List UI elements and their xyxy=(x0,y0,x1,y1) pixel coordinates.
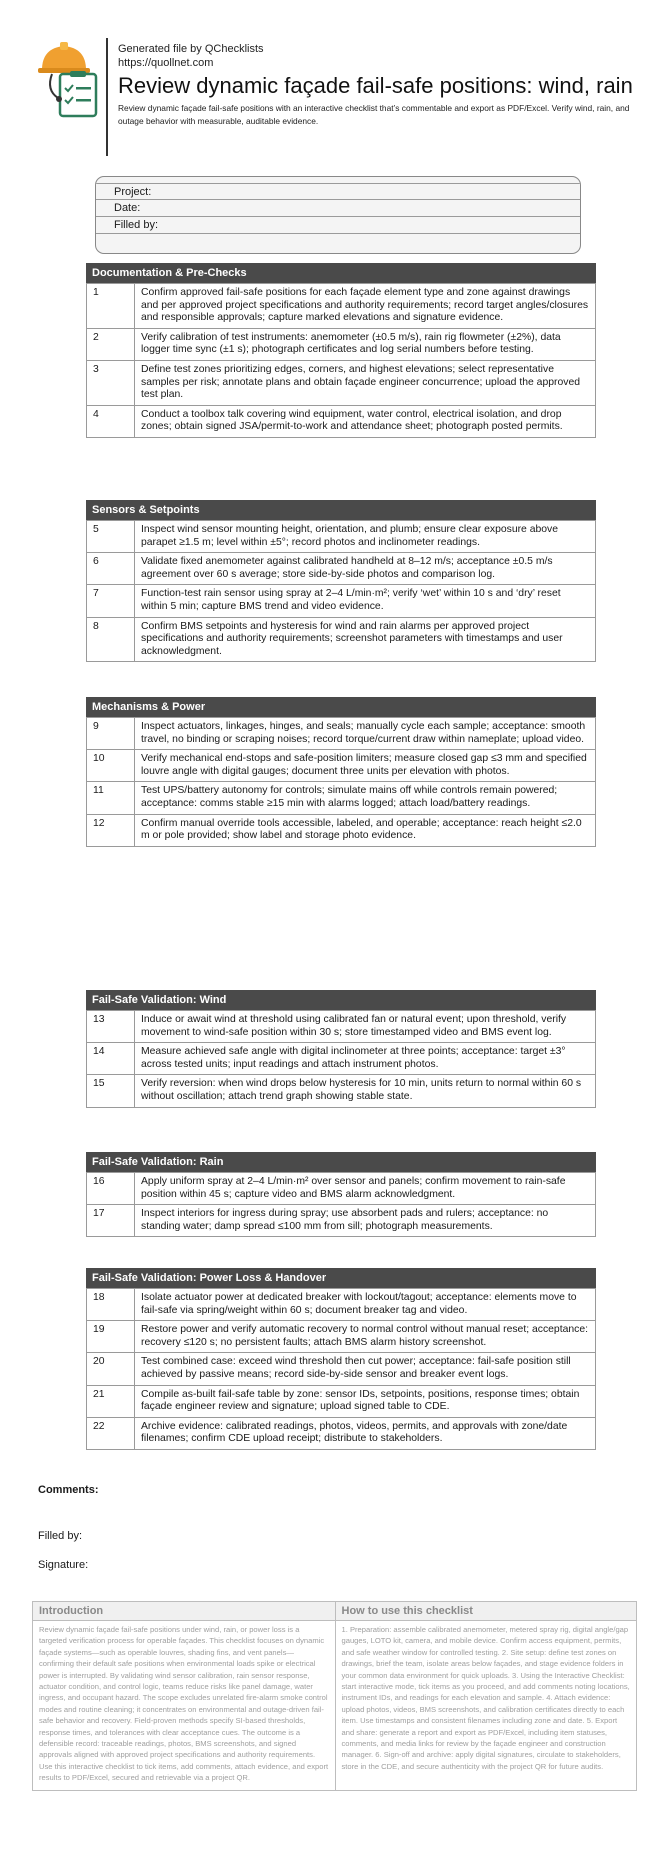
info-panels xyxy=(32,1601,637,1791)
how-to-title: How to use this checklist xyxy=(336,1602,637,1621)
project-info-box xyxy=(95,176,581,254)
section-title: Fail-Safe Validation: Rain xyxy=(86,1152,596,1172)
item-text: Confirm manual override tools accessible, labeled, and operable; acceptance: reach height ≤2.0 m or pole provided; show label and storage photo evidence. xyxy=(135,814,596,846)
section-mechanisms xyxy=(86,697,596,847)
item-number: 22 xyxy=(87,1417,135,1449)
table-row[interactable] xyxy=(87,1321,596,1353)
table-row[interactable] xyxy=(87,585,596,617)
filled-by-label: Filled by: xyxy=(38,1530,83,1542)
item-number: 11 xyxy=(87,782,135,814)
section-title: Sensors & Setpoints xyxy=(86,500,596,520)
section-power-loss xyxy=(86,1268,596,1450)
item-number: 14 xyxy=(87,1043,135,1075)
header-divider xyxy=(106,38,108,156)
source-url[interactable]: https://quollnet.com xyxy=(118,57,214,69)
signature-label: Signature: xyxy=(38,1559,89,1571)
section-title: Fail-Safe Validation: Power Loss & Handover xyxy=(86,1268,596,1288)
item-text: Test combined case: exceed wind threshold then cut power; acceptance: fail-safe position still achieved by passive means; record side-by-side sensor and breaker event logs. xyxy=(135,1353,596,1385)
table-row[interactable] xyxy=(87,1205,596,1237)
page-description: Review dynamic façade fail-safe positions with an interactive checklist that’s commentable and export as PDF/Excel. Verify wind, rain, and outage behavior with measurable, auditable evidence. xyxy=(118,103,630,126)
section-title: Fail-Safe Validation: Wind xyxy=(86,990,596,1010)
date-field[interactable]: Date: xyxy=(96,200,580,217)
item-number: 13 xyxy=(87,1011,135,1043)
checklist-logo-icon xyxy=(36,38,102,118)
item-number: 5 xyxy=(87,521,135,553)
table-row[interactable] xyxy=(87,1289,596,1321)
item-number: 10 xyxy=(87,750,135,782)
item-text: Validate fixed anemometer against calibrated handheld at 8–12 m/s; acceptance ±0.5 m/s agreement over 60 s average; store side-by-side photos and comparison log. xyxy=(135,553,596,585)
item-number: 16 xyxy=(87,1173,135,1205)
item-text: Verify reversion: when wind drops below hysteresis for 10 min, units return to normal within 60 s without oscillation; attach trend graph showing stable state. xyxy=(135,1075,596,1107)
item-number: 17 xyxy=(87,1205,135,1237)
item-text: Induce or await wind at threshold using calibrated fan or natural event; upon threshold, verify movement to wind-safe position within 30 s; store timestamped video and BMS event log. xyxy=(135,1011,596,1043)
item-number: 19 xyxy=(87,1321,135,1353)
item-number: 6 xyxy=(87,553,135,585)
introduction-text: Review dynamic façade fail-safe positions under wind, rain, or power loss is a targeted verification process for operable façades. This checklist focuses on dynamic façade systems—such as operable louvres, shading fins, and vent panels—confirming their default safe positions when environmental loads spike or electrical power is interrupted. By validating wind sensor calibration, rain sensor response, actuator condition, and control logic, teams reduce risks like panel damage, water ingress, and occupant hazard. The scope excludes unrelated fire-alarm smoke control modes and routine cleaning; it concentrates on environmental and outage-driven fail-safe behavior and recovery. Field-proven methods specify SI-based thresholds, response times, and tolerances with clear acceptance cues. The outcome is a defensible record: traceable readings, photos, BMS screenshots, and signed approvals aligned with approved project specifications and authority requirements. Use this interactive checklist to tick items, add comments, attach evidence, and export results to PDF/Excel, secured and retrievable via a project QR. xyxy=(39,1625,329,1783)
table-row[interactable] xyxy=(87,1075,596,1107)
item-number: 21 xyxy=(87,1385,135,1417)
project-field[interactable]: Project: xyxy=(96,183,580,200)
item-text: Archive evidence: calibrated readings, photos, videos, permits, and approvals with zone/date filenames; confirm CDE upload receipt; distribute to stakeholders. xyxy=(135,1417,596,1449)
item-number: 7 xyxy=(87,585,135,617)
item-number: 9 xyxy=(87,718,135,750)
table-row[interactable] xyxy=(87,360,596,405)
item-number: 3 xyxy=(87,360,135,405)
section-title: Mechanisms & Power xyxy=(86,697,596,717)
item-number: 15 xyxy=(87,1075,135,1107)
item-text: Compile as-built fail-safe table by zone: sensor IDs, setpoints, positions, response times; obtain façade engineer review and signature; upload signed table to CDE. xyxy=(135,1385,596,1417)
item-text: Confirm BMS setpoints and hysteresis for wind and rain alarms per approved project specifications and authority requirements; screenshot parameters with timestamps and user acknowledgment. xyxy=(135,617,596,662)
document-header xyxy=(36,38,636,156)
item-text: Isolate actuator power at dedicated breaker with lockout/tagout; acceptance: elements move to fail-safe via spring/weight within 60 s; document breaker tag and video. xyxy=(135,1289,596,1321)
item-number: 1 xyxy=(87,284,135,329)
section-wind xyxy=(86,990,596,1108)
item-text: Inspect actuators, linkages, hinges, and seals; manually cycle each sample; acceptance: smooth travel, no binding or scraping noises; record torque/current draw within nameplate; upload video. xyxy=(135,718,596,750)
generated-by: Generated file by QChecklists xyxy=(118,43,264,55)
section-rain xyxy=(86,1152,596,1237)
table-row[interactable] xyxy=(87,782,596,814)
item-text: Measure achieved safe angle with digital inclinometer at three points; acceptance: target ±3° across tested units; input readings and attach instrument photos. xyxy=(135,1043,596,1075)
item-number: 2 xyxy=(87,328,135,360)
table-row[interactable] xyxy=(87,553,596,585)
item-number: 8 xyxy=(87,617,135,662)
item-text: Inspect interiors for ingress during spray; use absorbent pads and rulers; acceptance: no standing water; damp spread ≤100 mm from sill; photograph measurements. xyxy=(135,1205,596,1237)
item-text: Inspect wind sensor mounting height, orientation, and plumb; ensure clear exposure above parapet ≥1.5 m; level within ±5°; record photos and inclinometer readings. xyxy=(135,521,596,553)
table-row[interactable] xyxy=(87,1353,596,1385)
table-row[interactable] xyxy=(87,1173,596,1205)
item-text: Conduct a toolbox talk covering wind equipment, water control, electrical isolation, and drop zones; obtain signed JSA/permit-to-work and attendance sheet; photograph posted permits. xyxy=(135,405,596,437)
table-row[interactable] xyxy=(87,1043,596,1075)
table-row[interactable] xyxy=(87,1385,596,1417)
item-text: Test UPS/battery autonomy for controls; simulate mains off while controls remain powered; acceptance: comms stable ≥15 min with alarms logged; attach load/battery readings. xyxy=(135,782,596,814)
section-sensors xyxy=(86,500,596,662)
comments-label: Comments: xyxy=(38,1484,99,1496)
table-row[interactable] xyxy=(87,405,596,437)
item-number: 4 xyxy=(87,405,135,437)
item-text: Define test zones prioritizing edges, corners, and highest elevations; select representative samples per risk; annotate plans and obtain façade engineer concurrence; upload the approved test plan. xyxy=(135,360,596,405)
table-row[interactable] xyxy=(87,718,596,750)
table-row[interactable] xyxy=(87,617,596,662)
how-to-panel xyxy=(335,1602,637,1790)
table-row[interactable] xyxy=(87,814,596,846)
table-row[interactable] xyxy=(87,521,596,553)
how-to-text: 1. Preparation: assemble calibrated anemometer, metered spray rig, digital angle/gap gauges, LOTO kit, camera, and mobile device. Confirm access equipment, permits, and safe weather window for controlled testing. 2. Site setup: define test zones on drawings, brief the team, isolate areas below façades, and stage evidence folders in your common data environment for quick uploads. 3. Using the Interactive Checklist: start interactive mode, tick items as you proceed, and add comments noting locations, instrument IDs, and readings for each elevation and sample. 4. Attach evidence: upload photos, videos, BMS screenshots, and calibration certificates directly to each item. Use timestamps and consistent filenames including zone and date. 5. Export and share: generate a report and export as PDF/Excel, including item statuses, comments, and media links for review by the façade engineer and construction manager. 6. Sign-off and archive: apply digital signatures, circulate to stakeholders, store in the CDE, and secure authenticity with the project QR for future audits. xyxy=(341,1625,630,1771)
table-row[interactable] xyxy=(87,1417,596,1449)
item-text: Function-test rain sensor using spray at 2–4 L/min·m²; verify ‘wet’ within 10 s and ‘dry’ reset within 5 min; capture BMS trend and video evidence. xyxy=(135,585,596,617)
page-title: Review dynamic façade fail-safe positions: wind, rain xyxy=(118,73,633,98)
item-number: 12 xyxy=(87,814,135,846)
item-number: 20 xyxy=(87,1353,135,1385)
item-text: Verify mechanical end-stops and safe-position limiters; measure closed gap ≤3 mm and specified louvre angle with digital gauges; document three units per elevation with photos. xyxy=(135,750,596,782)
table-row[interactable] xyxy=(87,284,596,329)
section-title: Documentation & Pre-Checks xyxy=(86,263,596,283)
introduction-title: Introduction xyxy=(33,1602,335,1621)
filled-by-field[interactable]: Filled by: xyxy=(96,217,580,234)
item-number: 18 xyxy=(87,1289,135,1321)
header-text xyxy=(118,42,638,128)
table-row[interactable] xyxy=(87,1011,596,1043)
table-row[interactable] xyxy=(87,328,596,360)
item-text: Restore power and verify automatic recovery to normal control without manual reset; acceptance: recovery ≤120 s; no persistent faults; attach BMS alarm history screenshot. xyxy=(135,1321,596,1353)
item-text: Confirm approved fail-safe positions for each façade element type and zone against drawings and per approved project specifications and authority requirements; record target angles/closures and responsible approvals; capture marked elevations and signature evidence. xyxy=(135,284,596,329)
introduction-panel xyxy=(33,1602,335,1790)
table-row[interactable] xyxy=(87,750,596,782)
item-text: Verify calibration of test instruments: anemometer (±0.5 m/s), rain rig flowmeter (±2%), data logger time sync (±1 s); photograph certificates and log serial numbers before testing. xyxy=(135,328,596,360)
item-text: Apply uniform spray at 2–4 L/min·m² over sensor and panels; confirm movement to rain-safe position within 45 s; capture video and BMS alarm acknowledgment. xyxy=(135,1173,596,1205)
section-documentation xyxy=(86,263,596,438)
